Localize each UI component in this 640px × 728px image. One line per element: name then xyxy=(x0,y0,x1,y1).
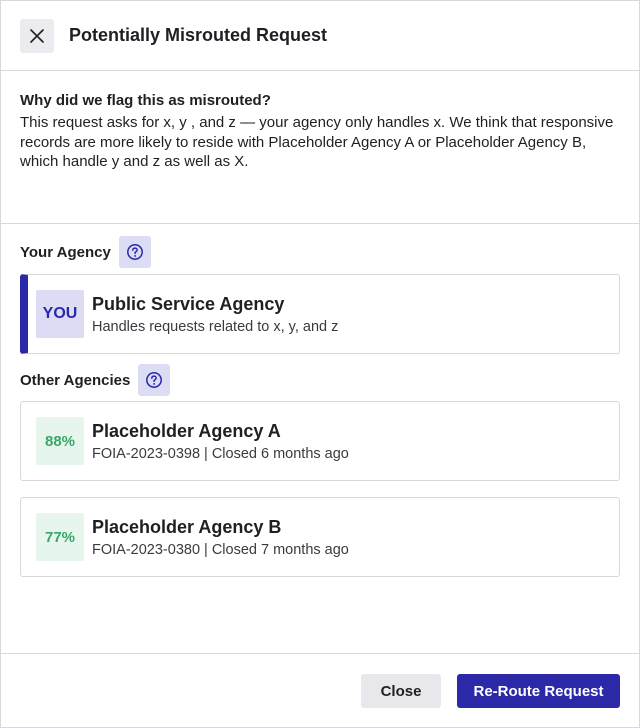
agency-b-name: Placeholder Agency B xyxy=(92,516,282,537)
explanation-body: This request asks for x, y , and z — your agency only handles x. We think that responsive records are more likely to reside with Placeholder Agency A or Placeholder Agency B, which handle y and z as well as X. xyxy=(20,114,614,170)
other-agencies-help-button[interactable] xyxy=(138,364,170,396)
agencies-section xyxy=(1,224,639,577)
question-circle-icon xyxy=(126,243,144,261)
close-icon xyxy=(30,29,44,43)
question-circle-icon xyxy=(145,371,163,389)
match-score-badge: 77% xyxy=(36,513,84,561)
agency-a-name: Placeholder Agency A xyxy=(92,420,281,441)
explanation-question: Why did we flag this as misrouted? xyxy=(20,92,271,109)
your-agency-description: Handles requests related to x, y, and z xyxy=(92,318,339,335)
agency-card-a[interactable] xyxy=(20,401,620,481)
close-dialog-button[interactable] xyxy=(20,19,54,53)
other-agencies-label: Other Agencies xyxy=(20,371,131,389)
dialog-footer xyxy=(1,653,639,727)
your-agency-help-button[interactable] xyxy=(119,236,151,268)
agency-card-b[interactable] xyxy=(20,497,620,577)
agency-b-detail: FOIA-2023-0380 | Closed 7 months ago xyxy=(92,541,349,558)
you-badge: YOU xyxy=(36,290,84,338)
dialog-title: Potentially Misrouted Request xyxy=(69,25,328,45)
agency-a-detail: FOIA-2023-0398 | Closed 6 months ago xyxy=(92,445,349,462)
close-button[interactable]: Close xyxy=(361,674,441,708)
reroute-request-button[interactable]: Re-Route Request xyxy=(457,674,620,708)
your-agency-name: Public Service Agency xyxy=(92,293,285,314)
your-agency-text xyxy=(92,292,338,337)
dialog-header xyxy=(1,1,639,71)
other-agencies-header xyxy=(20,364,620,396)
your-agency-card xyxy=(20,274,620,354)
match-score-badge: 88% xyxy=(36,417,84,465)
agency-a-text xyxy=(92,419,349,464)
agency-b-text xyxy=(92,515,349,560)
your-agency-header xyxy=(20,236,620,268)
explanation-section xyxy=(1,71,639,224)
your-agency-label: Your Agency xyxy=(20,243,111,261)
